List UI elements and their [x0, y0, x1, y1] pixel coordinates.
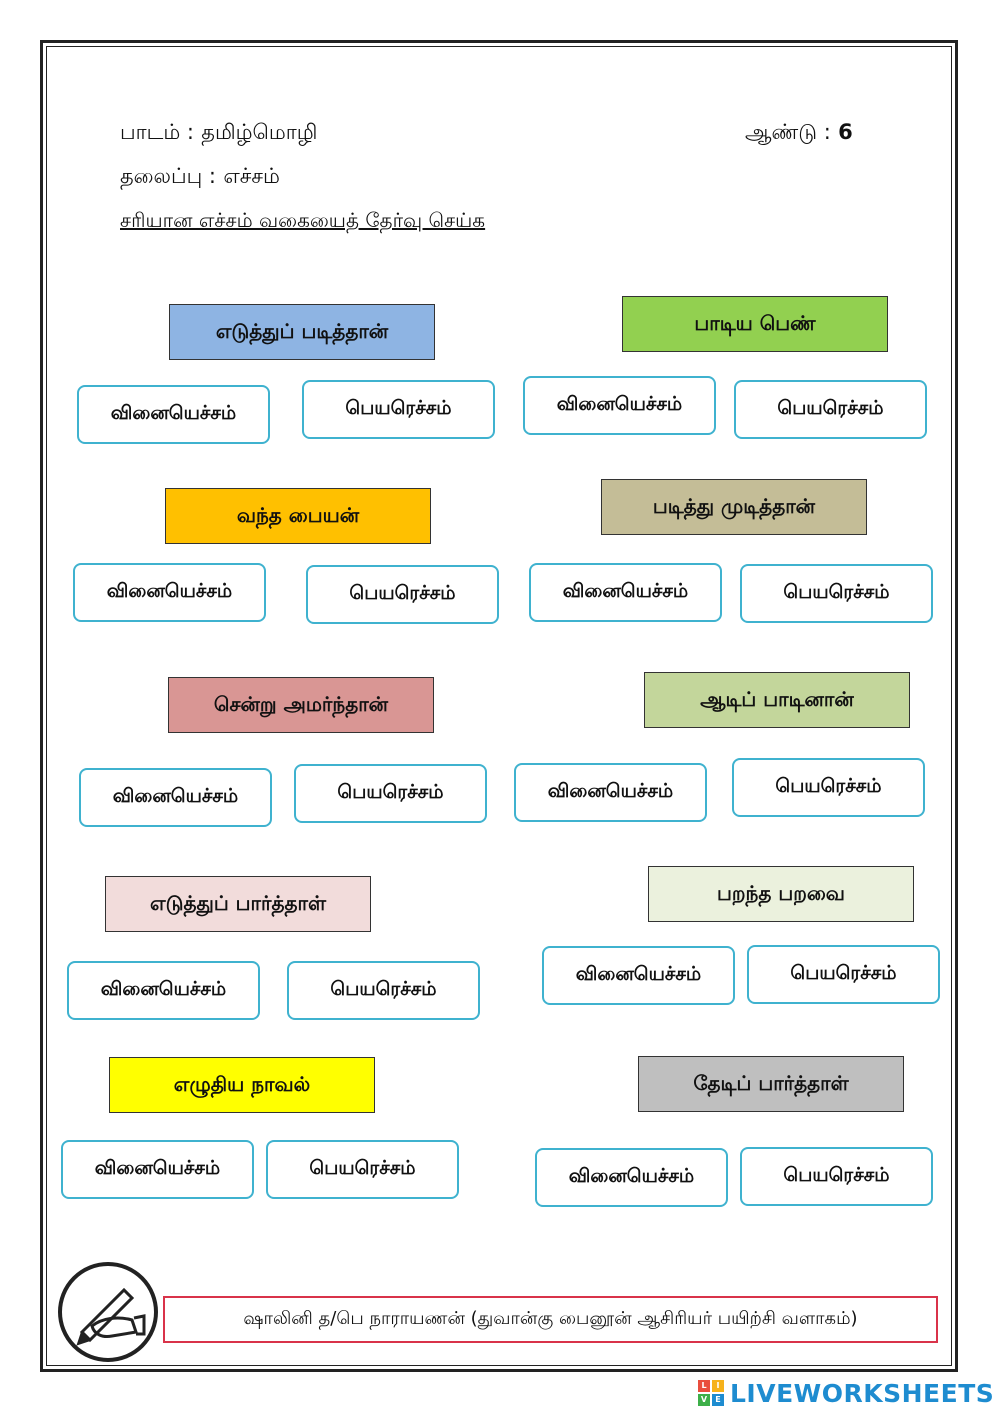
option-peyarechcham-button[interactable]: பெயரெச்சம்	[747, 945, 940, 1004]
topic-line	[120, 164, 280, 191]
year-value: 6	[838, 120, 853, 144]
author-credit	[163, 1296, 938, 1343]
phrase-box: எழுதிய நாவல்	[109, 1057, 375, 1113]
topic-value: எச்சம்	[223, 164, 280, 188]
subject-value: தமிழ்மொழி	[201, 120, 318, 144]
author-credit-text: ஷாலினி த/பெ நாராயணன் (துவான்கு பைனூன் ஆசிரியர் பயிற்சி வளாகம்)	[243, 1308, 858, 1329]
phrase-box: எடுத்துப் பார்த்தாள்	[105, 876, 371, 932]
option-vinaiyechcham-button[interactable]: வினையெச்சம்	[73, 563, 266, 622]
option-vinaiyechcham-button[interactable]: வினையெச்சம்	[67, 961, 260, 1020]
topic-label: தலைப்பு :	[120, 164, 216, 188]
subject-line	[120, 120, 317, 147]
option-vinaiyechcham-button[interactable]: வினையெச்சம்	[77, 385, 270, 444]
phrase-box: சென்று அமர்ந்தான்	[168, 677, 434, 733]
option-peyarechcham-button[interactable]: பெயரெச்சம்	[294, 764, 487, 823]
option-peyarechcham-button[interactable]: பெயரெச்சம்	[306, 565, 499, 624]
option-peyarechcham-button[interactable]: பெயரெச்சம்	[740, 1147, 933, 1206]
option-vinaiyechcham-button[interactable]: வினையெச்சம்	[523, 376, 716, 435]
liveworksheets-logo-icon	[698, 1380, 724, 1406]
option-vinaiyechcham-button[interactable]: வினையெச்சம்	[529, 563, 722, 622]
pen-writing-hand-icon	[58, 1262, 158, 1362]
logo-letter: E	[712, 1394, 724, 1406]
subject-label: பாடம் :	[120, 120, 194, 144]
year-label: ஆண்டு :	[745, 120, 831, 144]
phrase-box: தேடிப் பார்த்தாள்	[638, 1056, 904, 1112]
phrase-box: பறந்த பறவை	[648, 866, 914, 922]
phrase-box: படித்து முடித்தான்	[601, 479, 867, 535]
option-peyarechcham-button[interactable]: பெயரெச்சம்	[302, 380, 495, 439]
phrase-box: பாடிய பெண்	[622, 296, 888, 352]
option-peyarechcham-button[interactable]: பெயரெச்சம்	[740, 564, 933, 623]
option-peyarechcham-button[interactable]: பெயரெச்சம்	[287, 961, 480, 1020]
brand-name: LIVEWORKSHEETS	[730, 1378, 995, 1408]
option-vinaiyechcham-button[interactable]: வினையெச்சம்	[79, 768, 272, 827]
phrase-box: எடுத்துப் படித்தான்	[169, 304, 435, 360]
year-line	[745, 120, 853, 147]
logo-letter: L	[698, 1380, 710, 1392]
option-vinaiyechcham-button[interactable]: வினையெச்சம்	[61, 1140, 254, 1199]
liveworksheets-brand	[698, 1378, 994, 1408]
option-peyarechcham-button[interactable]: பெயரெச்சம்	[732, 758, 925, 817]
option-vinaiyechcham-button[interactable]: வினையெச்சம்	[535, 1148, 728, 1207]
option-vinaiyechcham-button[interactable]: வினையெச்சம்	[514, 763, 707, 822]
phrase-box: ஆடிப் பாடினான்	[644, 672, 910, 728]
phrase-box: வந்த பையன்	[165, 488, 431, 544]
option-peyarechcham-button[interactable]: பெயரெச்சம்	[734, 380, 927, 439]
instruction: சரியான எச்சம் வகையைத் தேர்வு செய்க	[120, 208, 486, 232]
option-vinaiyechcham-button[interactable]: வினையெச்சம்	[542, 946, 735, 1005]
logo-letter: V	[698, 1394, 710, 1406]
option-peyarechcham-button[interactable]: பெயரெச்சம்	[266, 1140, 459, 1199]
logo-letter: I	[712, 1380, 724, 1392]
